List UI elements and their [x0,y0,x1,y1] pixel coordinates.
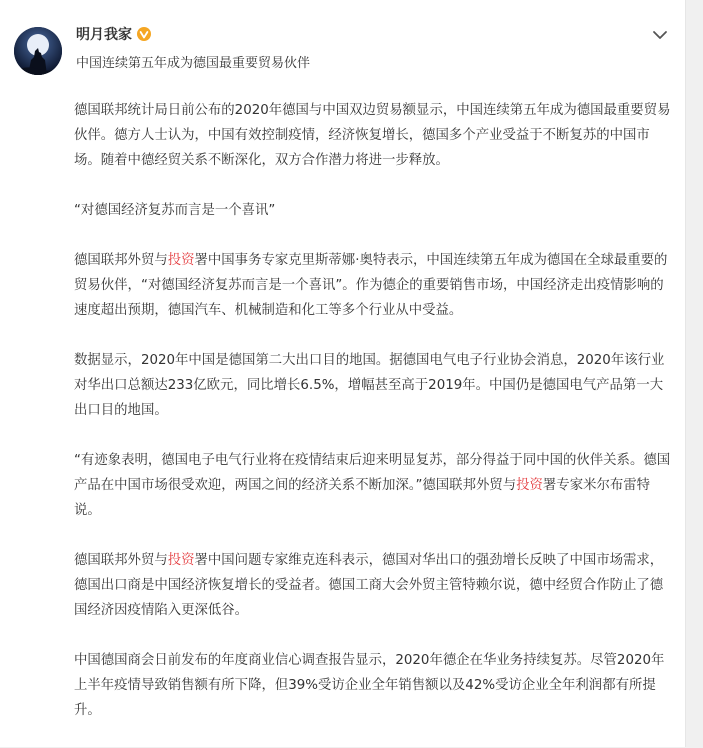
post-subtitle: 中国连续第五年成为德国最重要贸易伙伴 [76,56,311,71]
paragraph-text: “对德国经济复苏而言是一个喜讯” [74,203,276,218]
author-name[interactable]: 明月我家 [76,27,132,43]
paragraph-text: 署中国问题专家维克连科表示，德国对华出口的强劲增长反映了中国市场需求，德国出口商是中国经济恢复增长的受益者。德国工商大会外贸主管特赖尔说，德中经贸合作防止了德国经济因疫情陷入更深低谷。 [74,553,664,618]
avatar[interactable] [14,27,62,75]
avatar-wolf-moon-image [14,27,62,75]
paragraph-text: 中国德国商会日前发布的年度商业信心调查报告显示，2020年德企在华业务持续复苏。尽管2020年上半年疫情导致销售额有所下降，但39%受访企业全年销售额以及42%受访企业全年利润都有所提升。 [74,653,665,718]
paragraph-text: 署中国事务专家克里斯蒂娜·奥特表示，中国连续第五年成为德国在全球最重要的贸易伙伴，“对德国经济复苏而言是一个喜讯”。作为德企的重要销售市场，中国经济走出疫情影响的速度超出预期，德国汽车、机械制造和化工等多个行业从中受益。 [74,253,668,318]
post-paragraph [74,548,674,623]
paragraph-text: 德国联邦统计局日前公布的2020年德国与中国双边贸易额显示，中国连续第五年成为德国最重要贸易伙伴。德方人士认为，中国有效控制疫情，经济恢复增长，德国多个产业受益于不断复苏的中国市场。随着中德经贸关系不断深化，双方合作潜力将进一步释放。 [74,103,671,168]
post-paragraph [74,198,674,223]
author-row [76,24,151,44]
post-paragraph [74,648,674,723]
post-paragraph [74,348,674,423]
post-body [74,98,674,748]
keyword-link[interactable]: 投资 [167,253,195,268]
keyword-link[interactable]: 投资 [167,553,195,568]
paragraph-text: 署专家米尔布雷特说。 [74,478,651,518]
verified-badge-icon [137,27,151,41]
paragraph-text: 数据显示，2020年中国是德国第二大出口目的地国。据德国电气电子行业协会消息，2020年该行业对华出口总额达233亿欧元，同比增长6.5%，增幅甚至高于2019年。中国仍是德国电气产品第一大出口目的地国。 [74,353,665,418]
chevron-down-icon[interactable] [651,28,669,42]
paragraph-text: 德国联邦外贸与 [74,553,168,568]
paragraph-text: 德国联邦外贸与 [74,253,168,268]
post-paragraph [74,98,674,173]
keyword-link[interactable]: 投资 [516,478,543,493]
paragraph-text: “有迹象表明，德国电子电气行业将在疫情结束后迎来明显复苏，部分得益于同中国的伙伴关系。德国产品在中国市场很受欢迎，两国之间的经济关系不断加深。”德国联邦外贸与 [74,453,671,493]
post-paragraph [74,248,674,323]
post-paragraph [74,448,674,523]
